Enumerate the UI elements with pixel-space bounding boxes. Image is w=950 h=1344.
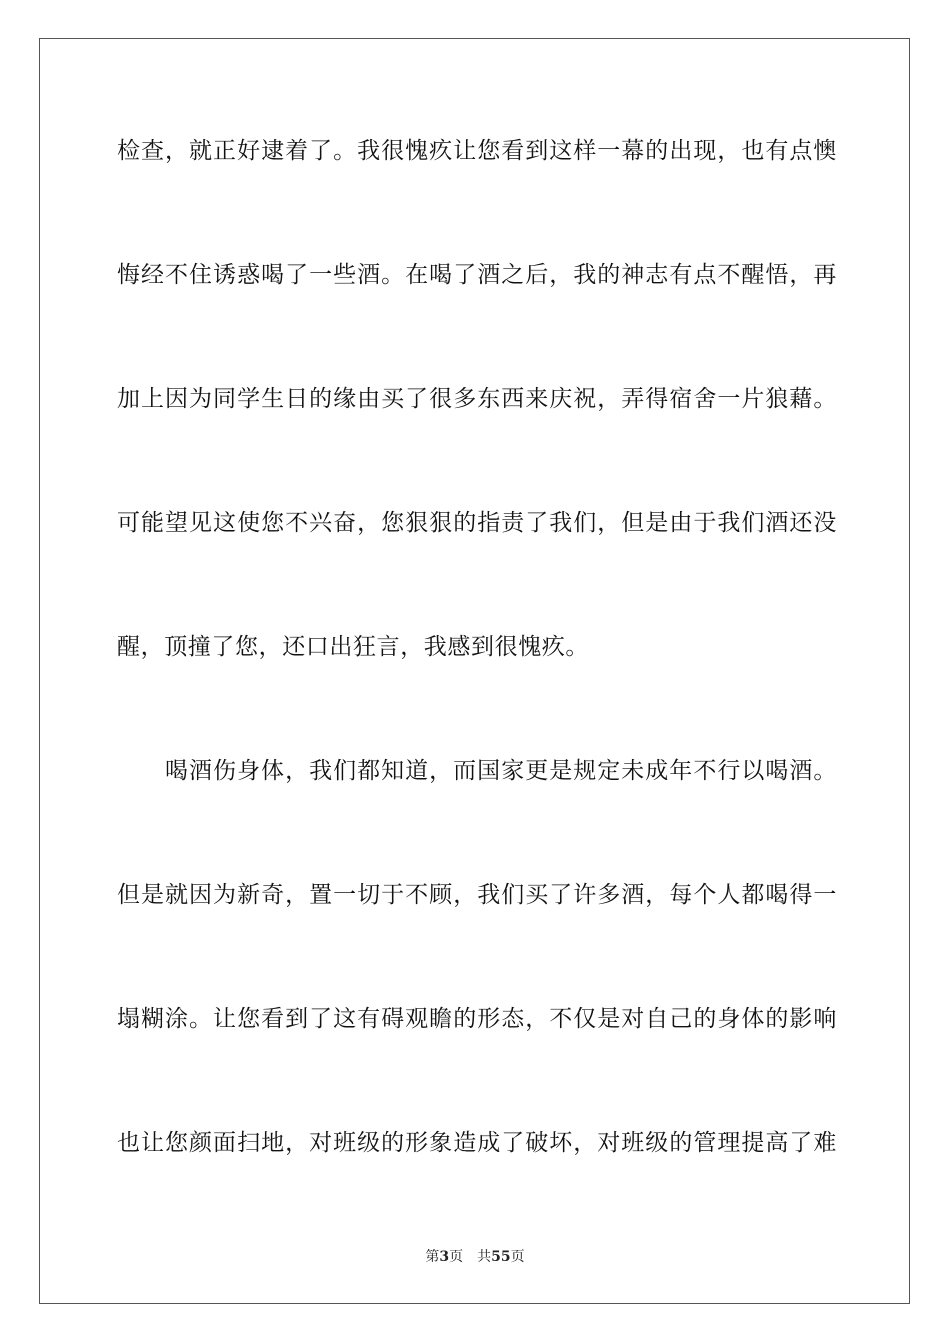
body-line-2: 悔经不住诱惑喝了一些酒。在喝了酒之后，我的神志有点不醒悟，再	[117, 262, 837, 288]
page-number: 3	[439, 1249, 450, 1265]
body-line-6-paragraph-start: 喝酒伤身体，我们都知道，而国家更是规定未成年不行以喝酒。	[165, 758, 837, 784]
total-prefix: 共	[477, 1249, 492, 1265]
total-pages: 55	[491, 1249, 511, 1265]
page-footer	[0, 1247, 950, 1267]
page-frame	[39, 38, 910, 1304]
body-line-4: 可能望见这使您不兴奋，您狠狠的指责了我们，但是由于我们酒还没	[117, 510, 837, 536]
body-line-7: 但是就因为新奇，置一切于不顾，我们买了许多酒，每个人都喝得一	[117, 882, 837, 908]
body-line-3: 加上因为同学生日的缘由买了很多东西来庆祝，弄得宿舍一片狼藉。	[117, 386, 837, 412]
page-prefix: 第	[425, 1249, 440, 1265]
body-line-5: 醒，顶撞了您，还口出狂言，我感到很愧疚。	[117, 634, 589, 660]
body-line-8: 塌糊涂。让您看到了这有碍观瞻的形态，不仅是对自己的身体的影响	[117, 1006, 837, 1032]
page-suffix: 页	[449, 1249, 464, 1265]
total-suffix: 页	[510, 1249, 525, 1265]
body-line-1: 检查，就正好逮着了。我很愧疚让您看到这样一幕的出现，也有点懊	[117, 138, 837, 164]
body-line-9: 也让您颜面扫地，对班级的形象造成了破坏，对班级的管理提高了难	[117, 1130, 837, 1156]
